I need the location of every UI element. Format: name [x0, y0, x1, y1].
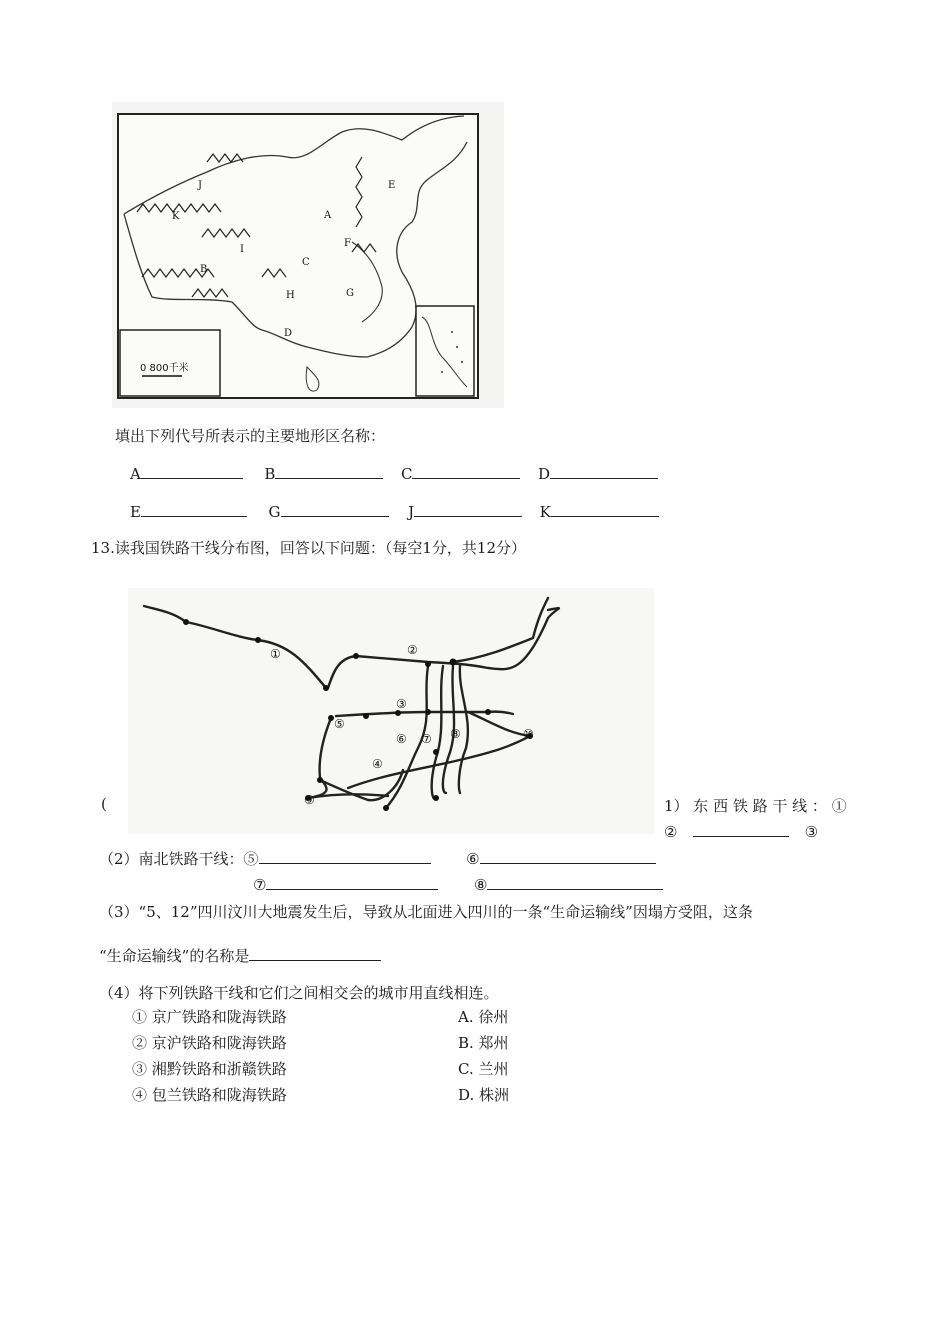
map-letter-b: B	[200, 264, 208, 275]
rail-label-7: ⑦	[421, 732, 432, 746]
label-g: G	[268, 503, 281, 521]
q13-p2-label: （2）南北铁路干线：⑤	[99, 850, 259, 868]
map-letter-g: G	[346, 288, 354, 299]
blank-g[interactable]	[281, 501, 389, 517]
q13-title: 13.读我国铁路干线分布图，回答以下问题：（每空1分，共12分）	[91, 539, 526, 557]
label-a: A	[130, 465, 141, 483]
blank-rail-8[interactable]	[487, 874, 663, 890]
label-b: B	[264, 465, 276, 483]
rail-label-10: ⑩	[523, 727, 534, 741]
label-k: K	[539, 503, 551, 521]
match-right-a: A. 徐州	[458, 1008, 509, 1026]
map-letter-f: F	[344, 238, 351, 249]
blank-a[interactable]	[141, 463, 243, 479]
label-circle-7: ⑦	[253, 876, 267, 894]
label-circle-2: ②	[664, 823, 678, 841]
label-c: C	[401, 465, 413, 483]
match-left-3: ③ 湘黔铁路和浙赣铁路	[132, 1060, 287, 1078]
scale-label: 0 800千米	[140, 363, 189, 374]
map-letter-h: H	[286, 290, 295, 301]
rail-label-4: ④	[372, 757, 383, 771]
q13-p2-row2	[253, 874, 663, 894]
map-letter-i: I	[240, 244, 244, 255]
match-left-1: ① 京广铁路和陇海铁路	[132, 1008, 287, 1026]
blank-c[interactable]	[412, 463, 520, 479]
label-d: D	[538, 465, 551, 483]
map-letter-a: A	[324, 210, 332, 221]
rail-label-9: ⑨	[304, 793, 315, 807]
q13-p2-row1	[99, 848, 656, 869]
label-circle-6: ⑥	[466, 850, 480, 868]
match-left-2: ② 京沪铁路和陇海铁路	[132, 1034, 287, 1052]
blank-d[interactable]	[550, 463, 658, 479]
rail-label-6: ⑥	[396, 732, 407, 746]
q12-prompt: 填出下列代号所表示的主要地形区名称：	[115, 427, 386, 445]
rail-label-8: ⑧	[450, 727, 461, 741]
railway-map	[128, 588, 654, 834]
label-circle-8: ⑧	[474, 876, 488, 894]
blank-b[interactable]	[275, 463, 383, 479]
q13-p1-line1: 1） 东 西 铁 路 干 线 ： ①	[664, 797, 847, 815]
blank-life-line[interactable]	[249, 945, 381, 961]
match-right-b: B. 郑州	[458, 1034, 509, 1052]
q12-row2	[130, 501, 659, 521]
rail-label-5: ⑤	[334, 717, 345, 731]
rail-label-2: ②	[407, 643, 418, 657]
map-letter-c: C	[302, 257, 310, 268]
china-terrain-map	[112, 102, 504, 408]
open-paren: (	[101, 795, 107, 813]
match-right-d: D. 株洲	[458, 1086, 510, 1104]
q12-row1	[130, 463, 658, 483]
blank-j[interactable]	[414, 501, 522, 517]
match-right-c: C. 兰州	[458, 1060, 509, 1078]
q13-p3-label: “生命运输线”的名称是	[99, 947, 250, 965]
blank-e[interactable]	[141, 501, 247, 517]
blank-rail-5[interactable]	[259, 848, 431, 864]
q13-p3-line1: （3）“5、12”四川汶川大地震发生后，导致从北面进入四川的一条“生命运输线”因塌方受阻，这条	[99, 903, 753, 921]
map-letter-j: J	[198, 180, 203, 191]
blank-k[interactable]	[551, 501, 659, 517]
label-e: E	[130, 503, 141, 521]
map-letter-e: E	[388, 180, 396, 191]
blank-rail-7[interactable]	[266, 874, 438, 890]
blank-rail-2[interactable]	[693, 821, 789, 837]
map-letter-k: K	[172, 211, 180, 222]
q13-p3-line2	[99, 945, 381, 966]
label-j: J	[408, 503, 415, 521]
match-left-4: ④ 包兰铁路和陇海铁路	[132, 1086, 287, 1104]
rail-label-1: ①	[270, 647, 281, 661]
rail-label-3: ③	[396, 697, 407, 711]
map-letter-d: D	[284, 328, 293, 339]
q13-p4-title: （4）将下列铁路干线和它们之间相交会的城市用直线相连。	[99, 984, 499, 1002]
q13-p1-line2	[664, 821, 818, 841]
label-circle-3: ③	[804, 823, 819, 841]
blank-rail-6[interactable]	[480, 848, 656, 864]
